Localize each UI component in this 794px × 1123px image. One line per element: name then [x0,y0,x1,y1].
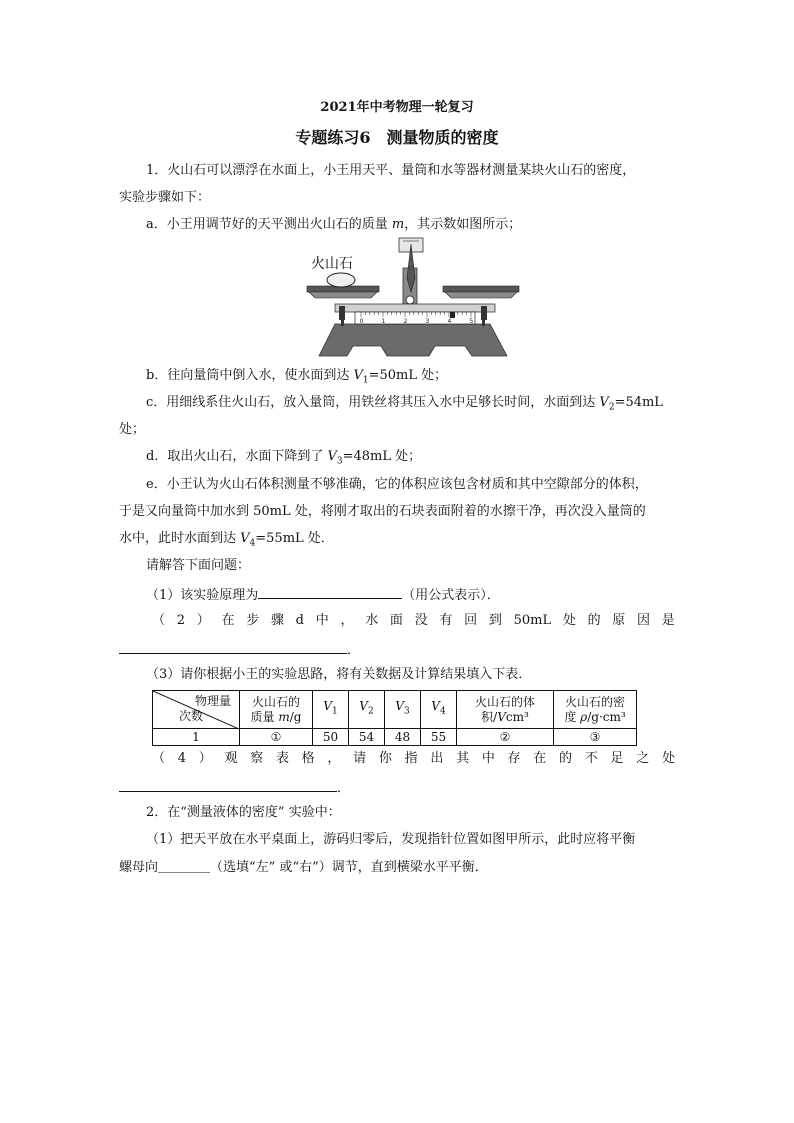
sub4-char: 请 [353,751,367,766]
q1-step-b [146,367,447,390]
q1-step-c [146,394,663,417]
step-d-text: d．取出火山石，水面下降到了 [146,449,328,464]
hden-unit: /g·cm³ [587,709,626,724]
hv4: V [431,699,440,714]
cell-v2: 54 [349,729,385,746]
corner-cell [153,691,240,729]
cell-v3: 48 [385,729,421,746]
q1-sub4-answer-line [119,777,350,798]
step-b-text: b．往向量筒中倒入水，使水面到达 [146,368,354,383]
scale-tick-label: 5 [469,318,474,325]
header-v4 [421,691,457,729]
sub1-end: （用公式表示）． [402,588,500,603]
q1-intro-line1: 1．火山石可以漂浮在水面上，小王用天平、量筒和水等器材测量某块火山石的密度， [146,163,636,178]
hden-var: ρ [580,709,588,724]
scale-tick-label: 4 [447,318,452,325]
sub2-char: 是 [661,613,675,628]
header-density [554,691,637,729]
q2-sub1-blank[interactable]: ＿＿＿＿ [158,860,211,875]
sub2-answer-blank[interactable] [119,639,347,654]
sub4-char: 察 [250,751,264,766]
doc-title: 专题练习6 测量物质的密度 [295,128,499,147]
hvol-pre: 积/ [481,709,498,724]
sub2-char: 有 [439,613,453,628]
hv2-sub: 2 [367,706,374,717]
q2-sub1-line2 [119,859,488,877]
step-c-end: =54mL [614,395,663,410]
q1-sub4 [152,750,675,768]
v1-var: V [353,368,363,383]
cell-v4: 55 [421,729,457,746]
data-table [152,690,637,746]
sub4-char: 在 [533,751,547,766]
left-balance-nut[interactable] [339,306,345,320]
sub2-char: 在 [221,613,235,628]
sub4-char: 指 [404,751,418,766]
scale-tick-label: 3 [425,318,430,325]
header-volume-l2 [457,710,553,725]
volcanic-rock [327,273,355,287]
q1-prompt: 请解答下面问题： [146,558,251,573]
header-mass-l1: 火山石的 [251,694,300,709]
sub2-char: ， [340,613,354,628]
header-v1 [313,691,349,729]
hm-unit: /g [289,709,302,724]
header-v2 [349,691,385,729]
q1-step-d [146,448,421,471]
balance-base [319,324,507,356]
q1-step-c-line2: 处； [119,422,146,437]
sub2-char: d [295,613,304,628]
q1-step-a [146,216,521,234]
scale-tick-label: 2 [403,318,408,325]
q1-sub3: （3）请你根据小王的实验思路，将有关数据及计算结果填入下表． [146,667,532,682]
v4-var: V [240,531,250,546]
table-row [153,729,637,746]
hm-var: m [278,709,290,724]
sub2-char: 因 [637,613,651,628]
sub2-char: ） [196,613,210,628]
header-volume [457,691,554,729]
sub4-char: 存 [507,751,521,766]
hv3: V [395,699,404,714]
header-mass [240,691,313,729]
sub2-char: 原 [612,613,626,628]
cell-volume[interactable]: ② [457,729,554,746]
step-e-text: 水中，此时水面到达 [119,531,241,546]
q1-step-e-line3 [119,530,334,553]
scale-tick-label: 0 [359,318,364,325]
corner-top-label: 物理量 [194,693,231,708]
q2-sub1-text: 螺母向 [119,860,159,875]
step-e-end: =55mL 处． [255,531,334,546]
header-density-l1: 火山石的密 [564,694,625,709]
v4-sub: 4 [249,538,256,549]
sub4-char: 不 [584,751,598,766]
table-header-row [153,691,637,729]
sub4-char: 之 [636,751,650,766]
sub2-char: （ [152,613,166,628]
sub4-char: 中 [481,751,495,766]
hv1: V [323,699,332,714]
sub2-char: 2 [176,613,186,628]
rider[interactable] [450,312,455,318]
doc-supertitle: 2021年中考物理一轮复习 [320,100,474,115]
step-c-text: c．用细线系住火山石，放入量筒，用铁丝将其压入水中足够长时间，水面到达 [146,395,600,410]
header-density-l2 [554,710,636,725]
step-a-text-end: ，其示数如图所示； [404,217,522,232]
sub4-char: 你 [378,751,392,766]
header-mass-l2 [240,710,312,725]
sub1-answer-blank[interactable] [258,584,402,599]
mass-variable: m [391,217,405,232]
sub4-char: 的 [559,751,573,766]
rider-scale [355,312,475,324]
q2-sub1-end: （选填“左” 或“右”）调节，直到横梁水平平衡． [210,860,488,875]
hden-pre: 度 [564,709,581,724]
v1-sub: 1 [362,375,369,386]
cell-v1: 50 [313,729,349,746]
sub2-char: 到 [488,613,502,628]
scale-tick-label: 1 [381,318,386,325]
header-v3 [385,691,421,729]
sub2-char: 骤 [270,613,284,628]
q1-step-e-line2: 于是又向量筒中加水到 50mL 处，将刚才取出的石块表面附着的水擦干净，再次没入量筒的 [119,504,646,519]
q1-sub1 [146,584,500,605]
cell-density[interactable]: ③ [554,729,637,746]
q2-intro: 2．在“测量液体的密度” 实验中： [146,805,341,820]
sub4-char: （ [152,751,166,766]
cell-trial: 1 [153,729,240,746]
sub2-char: 50mL [513,613,552,628]
sub4-char: 格 [301,751,315,766]
v2-sub: 2 [608,402,615,413]
header-volume-l1: 火山石的体 [474,694,535,709]
sub2-char: 的 [587,613,601,628]
balance-beam [335,304,495,312]
sub4-char: 其 [456,751,470,766]
step-d-end: =48mL 处； [342,449,422,464]
sub2-char: 处 [562,613,576,628]
hv4-sub: 4 [439,706,446,717]
q1-step-e-line1: e．小王认为火山石体积测量不够准确，它的体积应该包含材质和其中空隙部分的体积， [146,477,648,492]
corner-bottom-label: 次数 [179,708,204,723]
sub2-char: 水 [365,613,379,628]
sub2-char: 没 [414,613,428,628]
sub4-char: 出 [430,751,444,766]
q1-sub2-answer-line [119,639,360,660]
hv3-sub: 3 [403,706,410,717]
sub2-char: 中 [315,613,329,628]
hv1-sub: 1 [331,706,338,717]
sub4-char: 表 [275,751,289,766]
hm-pre: 质量 [250,709,279,724]
hvol-var: V [497,709,506,724]
sub4-char: 4 [177,751,187,766]
figure-label-rock: 火山石 [311,256,353,272]
right-pan [443,286,519,292]
v2-var: V [599,395,609,410]
sub4-char: 足 [610,751,624,766]
v3-sub: 3 [336,456,343,467]
q1-sub2 [152,612,675,630]
hv2: V [359,699,368,714]
q1-intro-line2: 实验步骤如下： [119,190,211,205]
sub2-char: 回 [464,613,478,628]
sub4-char: ） [198,751,212,766]
sub4-period: ． [337,781,351,796]
step-b-end: =50mL 处； [368,368,448,383]
sub4-answer-blank[interactable] [119,777,337,792]
hvol-unit: cm³ [505,709,529,724]
q2-sub1-line1: （1）把天平放在水平桌面上，游码归零后，发现指针位置如图甲所示，此时应将平衡 [146,832,636,847]
sub4-char: 观 [224,751,238,766]
sub1-text: （1）该实验原理为 [146,588,259,603]
right-balance-nut[interactable] [481,306,487,320]
step-a-text: a．小王用调节好的天平测出火山石的质量 [146,217,392,232]
sub4-char: 处 [661,751,675,766]
v3-var: V [327,449,337,464]
sub4-char: ， [327,751,341,766]
sub2-char: 步 [246,613,260,628]
sub2-period: ． [347,643,361,658]
sub2-char: 面 [389,613,403,628]
cell-mass[interactable]: ① [240,729,313,746]
